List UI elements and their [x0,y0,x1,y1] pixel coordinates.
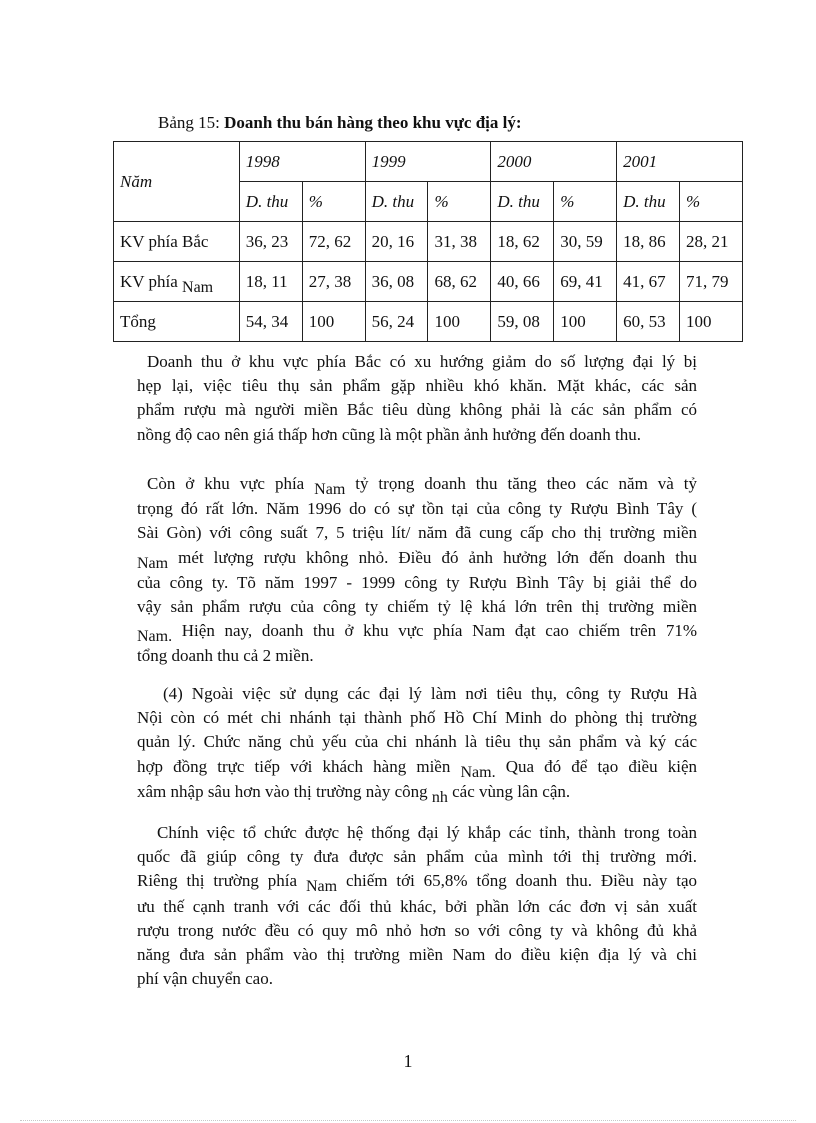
paragraph-line: vậy sản phẩm rượu của công ty chiếm tỷ lệ khá lớn trên thị trường miền [137,597,697,617]
text-run: tỷ trọng doanh thu tăng theo các năm và tỷ [345,474,697,493]
paragraph-line: Nội còn có mét chi nhánh tại thành phố Hồ Chí Minh do phòng thị trường [137,708,697,728]
cell-total-1998-percent: 100 [302,302,365,342]
sub-header-revenue: D. thu [617,182,680,222]
sub-header-percent: % [428,182,491,222]
paragraph-line [137,546,697,571]
paragraph-line: quản lý. Chức năng chủ yếu của chi nhánh là tiêu thụ sản phẩm và ký các [137,732,697,752]
cell-south-1998-revenue: 18, 11 [239,262,302,302]
row-label-south-low: Nam [182,278,214,296]
text-run: mét lượng rượu không nhỏ. Điều đó ảnh hưởng lớn đến doanh thu [168,547,697,567]
paragraph-line [137,619,697,644]
paragraph-line: tổng doanh thu cả 2 miền. [137,646,314,666]
sub-header-revenue: D. thu [365,182,428,222]
cell-total-2001-revenue: 60, 53 [617,302,680,342]
paragraph-line: trọng đó rất lớn. Năm 1996 do có sự tồn tại của công ty Rượu Bình Tây ( [137,499,697,519]
cell-total-1999-revenue: 56, 24 [365,302,428,342]
caption-title: Doanh thu bán hàng theo khu vực địa lý: [224,113,522,132]
text-run: Qua đó để tạo điều kiện [495,756,697,776]
table-header-row-years [114,142,743,182]
text-run: hợp đồng trực tiếp với khách hàng miền [137,756,461,776]
table-row-total [114,302,743,342]
cell-north-1998-percent: 72, 62 [302,222,365,262]
cell-south-2000-percent: 69, 41 [554,262,617,302]
paragraph-line [137,472,697,497]
paragraph-line: quốc đã giúp công ty đưa được sản phẩm của mình tới thị trường mới. [137,847,697,867]
sub-header-percent: % [680,182,743,222]
text-run: các vùng lân cận. [447,781,571,801]
paragraph-line: hẹp lại, việc tiêu thụ sản phẩm gặp nhiều khó khăn. Mặt khác, các sản [137,376,697,396]
caption-prefix: Bảng 15: [158,113,225,132]
cell-south-1998-percent: 27, 38 [302,262,365,302]
sub-header-percent: % [302,182,365,222]
paragraph-north-revenue [137,350,697,447]
text-run: Riêng thị trường phía [137,871,306,891]
text-run: Còn ở khu vực phía [147,474,315,493]
paragraph-line [137,869,697,894]
paragraph-line: nồng độ cao nên giá thấp hơn cũng là một phần ảnh hưởng đến doanh thu. [137,424,642,444]
sub-header-percent: % [554,182,617,222]
year-header-1998: 1998 [239,142,365,182]
page-number: 1 [403,1051,413,1071]
footer-divider [20,1120,796,1121]
paragraph-line [137,755,697,780]
sub-header-revenue: D. thu [491,182,554,222]
paragraph-agent-network [137,821,697,991]
cell-north-2000-revenue: 18, 62 [491,222,554,262]
row-label-north: KV phía Bắc [114,222,240,262]
text-run: chiếm tới 65,8% tổng doanh thu. Điều này tạo [337,871,697,891]
cell-north-2001-percent: 28, 21 [680,222,743,262]
cell-north-1999-percent: 31, 38 [428,222,491,262]
table-caption [158,112,522,134]
cell-north-1999-revenue: 20, 16 [365,222,428,262]
paragraph-line: phí vận chuyển cao. [137,969,273,989]
table-row-north [114,222,743,262]
year-header-1999: 1999 [365,142,491,182]
cell-total-2001-percent: 100 [680,302,743,342]
paragraph-line: ưu thế cạnh tranh với các đối thủ khác, bởi phần lớn các đơn vị sản xuất [137,896,697,916]
row-label-south [114,262,240,302]
paragraph-line: rượu trong nước đều có quy mô nhỏ hơn so với công ty và không đủ khả [137,920,697,940]
year-header-2000: 2000 [491,142,617,182]
paragraph-line: Chính việc tổ chức được hệ thống đại lý khắp các tỉnh, thành trong toàn [157,823,697,842]
sub-header-revenue: D. thu [239,182,302,222]
text-run-low: Nam. [460,763,496,781]
paragraph-line: Doanh thu ở khu vực phía Bắc có xu hướng giảm do số lượng đại lý bị [147,352,697,371]
paragraph-line: phẩm rượu mà người miền Bắc tiêu dùng không phải là các sản phẩm có [137,400,697,420]
cell-north-1998-revenue: 36, 23 [239,222,302,262]
row-label-south-main: KV phía [120,271,178,291]
text-run-low: Nam. [137,628,173,646]
cell-total-2000-percent: 100 [554,302,617,342]
paragraph-branch [137,682,697,805]
cell-south-2001-percent: 71, 79 [680,262,743,302]
cell-north-2001-revenue: 18, 86 [617,222,680,262]
cell-total-1999-percent: 100 [428,302,491,342]
text-run-low: Nam [305,878,338,896]
cell-south-1999-percent: 68, 62 [428,262,491,302]
cell-south-1999-revenue: 36, 08 [365,262,428,302]
text-run-low: nh [431,788,448,806]
cell-south-2001-revenue: 41, 67 [617,262,680,302]
row-label-total: Tổng [114,302,240,342]
text-run-low: Nam [137,554,169,572]
paragraph-line: của công ty. Tõ năm 1997 - 1999 công ty Rượu Bình Tây bị giải thể do [137,572,697,592]
cell-total-1998-revenue: 54, 34 [239,302,302,342]
paragraph-line: Sài Gòn) với công suất 7, 5 triệu lít/ năm đã cung cấp cho thị trường miền [137,523,697,543]
cell-south-2000-revenue: 40, 66 [491,262,554,302]
text-run: Hiện nay, doanh thu ở khu vực phía Nam đạt cao chiếm trên 71% [172,621,697,641]
cell-north-2000-percent: 30, 59 [554,222,617,262]
paragraph-line [137,780,697,805]
paragraph-line: (4) Ngoài việc sử dụng các đại lý làm nơi tiêu thụ, công ty Rượu Hà [163,684,697,703]
text-run-low: Nam [314,481,346,498]
paragraph-line: năng đưa sản phẩm vào thị trường miền Nam do điều kiện địa lý và chi [137,945,697,965]
year-label-cell: Năm [114,142,240,222]
revenue-by-region-table [113,141,743,342]
paragraph-south-revenue [137,472,697,669]
table-row-south [114,262,743,302]
year-header-2001: 2001 [617,142,743,182]
text-run: xâm nhập sâu hơn vào thị trường này công [137,781,432,801]
cell-total-2000-revenue: 59, 08 [491,302,554,342]
